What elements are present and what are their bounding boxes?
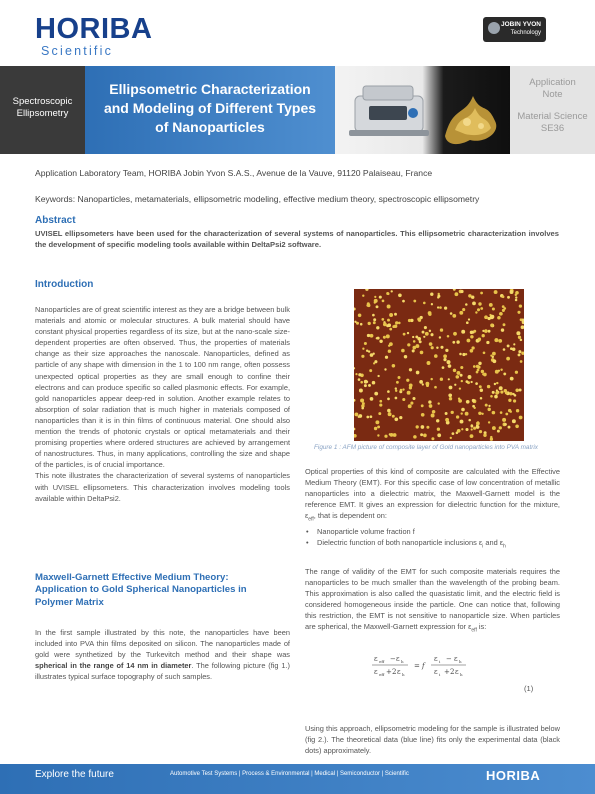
- badge-line1: JOBIN YVON: [501, 21, 541, 28]
- category-line2: Ellipsometry: [16, 108, 69, 119]
- maxwell-heading-line1: Maxwell-Garnett Effective Medium Theory:: [35, 572, 229, 583]
- list-item: [305, 537, 560, 553]
- modeling-body: [305, 723, 560, 756]
- maxwell-paragraph-1: [35, 627, 290, 682]
- svg-text:ε: ε: [396, 655, 400, 663]
- emt-text-a: Optical properties of this kind of composite are calculated with the Effective Medium Theory (EMT). For this specific case of low concentration of metallic nanoparticles into a dielectric matrix, the Maxwell-Garnett model is the reference EMT. It gives an expression for dielectric function for the mixture,: [305, 467, 560, 510]
- emt-paragraph-1: [305, 466, 560, 526]
- dependency-list: [305, 526, 560, 553]
- svg-text:=: =: [414, 662, 420, 670]
- bullet2-subscript-2: h: [503, 543, 506, 550]
- category-line1: Spectroscopic: [12, 96, 73, 107]
- abstract-heading: Abstract: [35, 215, 76, 226]
- validity-paragraph: [305, 566, 560, 637]
- svg-text:ε: ε: [434, 655, 438, 663]
- validity-text-b: is:: [476, 622, 487, 632]
- svg-text:ε: ε: [455, 668, 459, 676]
- badge-line2: Technology: [510, 30, 541, 36]
- validity-text-a: The range of validity of the EMT for such composite materials requires the nanoparticles to be much smaller than the wavelength of the probing beam. This approximation is also called the quasistatic limit, and the electric field is considered homogeneous inside the particle. One can notice that, following this restriction, the EMT is not sensitive to nanoparticle size. When particles are spherical, the Maxwell-Garnett expression for ε: [305, 567, 560, 632]
- category-box: [0, 66, 85, 154]
- svg-text:−: −: [446, 655, 452, 663]
- svg-text:h: h: [460, 672, 463, 677]
- svg-text:2: 2: [450, 668, 455, 676]
- svg-text:+: +: [386, 668, 392, 676]
- maxwell-heading-line2: Application to Gold Spherical Nanoparticles in: [35, 584, 247, 596]
- svg-text:ε: ε: [434, 668, 438, 676]
- svg-text:ε: ε: [397, 668, 401, 676]
- svg-text:f: f: [422, 662, 425, 670]
- list-item: • Nanoparticle volume fraction f: [305, 526, 560, 537]
- emt-text-b: , that is dependent on:: [313, 511, 387, 521]
- maxwell-body: [35, 627, 290, 682]
- header-photo: [335, 66, 510, 154]
- keywords: Keywords: Nanoparticles, metamaterials, ellipsometric modeling, effective medium theory, spectroscopic ellipsometry: [35, 194, 480, 204]
- svg-text:h: h: [459, 659, 462, 664]
- svg-text:−: −: [390, 655, 396, 663]
- footer-tagline: Explore the future: [35, 769, 114, 780]
- logo-sub: Scientific: [41, 44, 114, 58]
- svg-text:ε: ε: [374, 668, 378, 676]
- svg-text:ε: ε: [374, 655, 378, 663]
- note-line1: Application: [529, 77, 576, 88]
- series-line1: Material Science: [517, 111, 588, 122]
- title-line1: Ellipsometric Characterization: [109, 81, 311, 97]
- maxwell-text-a: In the first sample illustrated by this note, the nanoparticles have been included into PVA thin films deposited on silicon. The nanoparticles made of gold were synthetized by the Turkevitch method and their shape was: [35, 628, 290, 660]
- figure1-caption: Figure 1 : AFM picture of composite layer of Gold nanoparticles into PVA matrix: [314, 444, 539, 451]
- svg-text:+: +: [444, 668, 450, 676]
- authors: Application Laboratory Team, HORIBA Jobin Yvon S.A.S., Avenue de la Vauve, 91120 Palaiseau, France: [35, 168, 433, 178]
- title-line2: and Modeling of Different Types: [103, 100, 317, 116]
- introduction-heading: Introduction: [35, 279, 94, 290]
- svg-text:i: i: [439, 672, 441, 677]
- introduction-paragraph-2: This note illustrates the characterization of several systems of nanoparticles with UVISEL ellipsometers. This characterization involves modeling tools available within DeltaPsi2.: [35, 471, 290, 503]
- epsilon-subscript: eff: [308, 516, 314, 523]
- bullet2-subscript-1: i: [482, 543, 484, 550]
- footer-horiba-logo: HORIBA: [486, 768, 541, 783]
- maxwell-text-bold: spherical in the range of 14 nm in diameter: [35, 661, 192, 671]
- note-line2: Note: [542, 89, 563, 100]
- afm-figure: [354, 289, 524, 441]
- emt-body: [305, 466, 560, 553]
- title-line3: of Nanoparticles: [155, 119, 265, 135]
- instrument-and-nanostructure-image: [335, 66, 510, 154]
- validity-subscript: eff: [471, 627, 477, 634]
- jobin-yvon-emblem-icon: [488, 22, 500, 34]
- application-note-box: [510, 66, 595, 154]
- svg-text:2: 2: [392, 668, 397, 676]
- abstract-text: UVISEL ellipsometers have been used for the characterization of several systems of nanoparticles. This ellipsometric characterization involves the development of specific modeling tools available within DeltaPsi2 software.: [35, 229, 559, 250]
- svg-text:ε: ε: [454, 655, 458, 663]
- modeling-paragraph: Using this approach, ellipsometric modeling for the sample is illustrated below (fig 2.). The theoretical data (blue line) fits only the experimental data (black dots) approximately.: [305, 724, 560, 756]
- equation-number: (1): [524, 684, 534, 693]
- svg-text:h: h: [402, 672, 405, 677]
- validity-body: [305, 566, 560, 637]
- footer-business-segments: Automotive Test Systems | Process & Environmental | Medical | Semiconductor | Scientific: [170, 771, 409, 777]
- maxwell-heading: [35, 572, 290, 609]
- epsilon-symbol: ε: [305, 511, 309, 521]
- jobin-yvon-badge: [483, 17, 546, 42]
- introduction-paragraph-1: Nanoparticles are of great scientific interest as they are a bridge between bulk materials and atomic or molecular structures. A bulk material should have constant physical properties regardless of its size, but at the nano-scale size-dependent properties are often observed. Thus, the properties of materials change as their size approaches the nanoscale. Nanoparticles, defined as particle of any shape with dimension in the 1 to 100 nm range, often possess unexpected optical properties as they are small enough to confine their electrons and can produce specific so called plasmonic effects. For example, gold nanoparticles appear deep-red in solution. Another example relates to absorption of solar radiation that is much higher in materials composed of nanoparticles than it is in thin films of continuous material. One should also mention the trends of photonic crystals or optical metamaterials and their promising properties where ordered structures are achieved by arrangement of nanostructures. Thus, in many applications, controlling the size and shape of the particles, is of crucial importance.: [35, 305, 290, 470]
- series-line2: SE36: [540, 123, 565, 134]
- afm-nanoparticle-image: [354, 289, 524, 441]
- maxwell-heading-line3: Polymer Matrix: [35, 596, 104, 608]
- logo-name: HORIBA: [35, 13, 153, 45]
- maxwell-garnett-equation: [368, 652, 490, 678]
- maxwell-text-b: . The following picture (fig 1.) illustrates typical surface topography of such samples.: [35, 661, 290, 682]
- svg-text:eff: eff: [379, 672, 385, 677]
- svg-text:h: h: [401, 659, 404, 664]
- bullet2-text-a: Dielectric function of both nanoparticle inclusions ε: [317, 538, 483, 548]
- svg-text:i: i: [439, 659, 441, 664]
- svg-text:eff: eff: [379, 659, 385, 664]
- horiba-logo: [35, 14, 152, 58]
- introduction-body: [35, 304, 290, 504]
- bullet2-text-b: and ε: [483, 538, 504, 548]
- document-title: [85, 66, 335, 154]
